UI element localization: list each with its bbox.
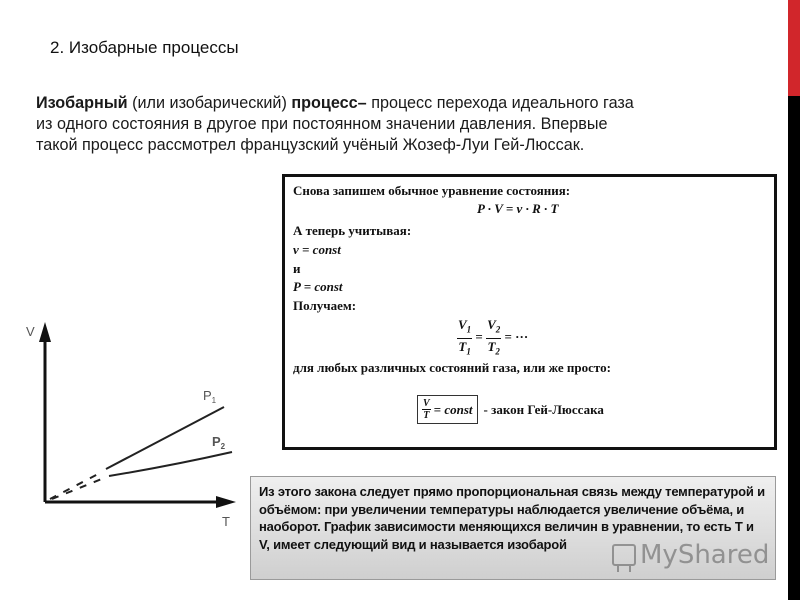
fraction-v2-t2: $\frac{V_2}{T_2}$: [487, 317, 501, 357]
conjunction-and: и: [293, 261, 301, 276]
accent-bar-black: [788, 96, 800, 600]
isobar-dashed-p2: [52, 478, 104, 499]
watermark-text: MyShared: [640, 540, 770, 570]
v-axis-arrow-icon: [39, 322, 51, 342]
slide-title: 2. Изобарные процессы: [50, 38, 239, 57]
p2-label: $P_2$: [212, 434, 226, 451]
ratio-tail: = ···: [504, 329, 529, 345]
isobar-line-p2: [109, 452, 232, 476]
definition-part-1: процесс перехода идеального газа: [371, 94, 634, 112]
condition-nu-const: ν = const: [293, 242, 341, 257]
intro-line-2: из одного состояния в другое при постоянном значении давления. Впервые: [36, 115, 608, 133]
state-equation: P · V = ν · R · T: [477, 201, 559, 216]
condition-p-const: P = const: [293, 279, 343, 294]
equals-sign: =: [475, 329, 483, 345]
gay-lussac-law: [417, 395, 604, 424]
law-rhs: = const: [433, 401, 473, 417]
isobar-dashed-p1: [50, 472, 102, 499]
term-process: процесс: [291, 94, 358, 112]
p1-label: $P_1$: [203, 388, 217, 405]
conclusion-note: Из этого закона следует прямо пропорциональная связь между температурой и объёмом: при увеличении температуры наблюдается увеличение объёма, и наоборот. График зависимости меняющихся величин в уравнении, то есть T и V, имеет следующий вид и называется изобарой: [250, 476, 776, 580]
t-axis-arrow-icon: [216, 496, 236, 508]
law-name: - закон Гей-Люссака: [483, 401, 604, 417]
intro-line-1: [36, 93, 776, 114]
isobar-line-p1: [106, 407, 224, 469]
v-axis-label: V: [26, 324, 35, 339]
watermark: [612, 540, 769, 570]
eq-line-get: Получаем:: [293, 298, 357, 313]
t-axis-label: T: [222, 514, 230, 529]
eq-line-any-states: для любых различных состояний газа, или же просто:: [293, 360, 611, 375]
term-isobaric: Изобарный: [36, 94, 128, 112]
term-alt: (или изобарический): [132, 94, 287, 112]
eq-line-considering: А теперь учитывая:: [293, 223, 412, 238]
equation-box: [282, 174, 777, 450]
ratio-equation: [457, 317, 528, 359]
isobar-graph-svg: [0, 310, 250, 530]
isobar-graph: [0, 310, 250, 530]
intro-line-3: такой процесс рассмотрел французский учёный Жозеф-Луи Гей-Люссак.: [36, 136, 585, 154]
myshared-logo-icon: [612, 544, 636, 566]
intro-paragraph: [36, 93, 776, 156]
fraction-v-t: $\frac{V}{T}$: [423, 398, 430, 421]
accent-bar-red: [788, 0, 800, 96]
eq-line-intro: Снова запишем обычное уравнение состояния:: [293, 183, 571, 198]
fraction-v1-t1: $\frac{V_1}{T_1}$: [458, 317, 472, 357]
law-formula-box: [417, 395, 478, 424]
term-dash: –: [357, 94, 367, 112]
